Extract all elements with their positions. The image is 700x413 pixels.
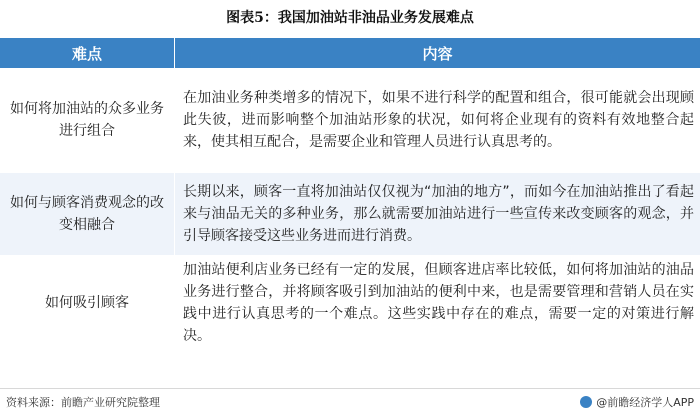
difficulty-cell: 如何吸引顾客 <box>0 256 175 350</box>
header-difficulty: 难点 <box>0 38 175 68</box>
figure-title: 图表5：我国加油站非油品业务发展难点 <box>226 10 474 26</box>
table-row <box>0 68 700 173</box>
content-cell: 长期以来，顾客一直将加油站仅仅视为“加油的地方”，而如今在加油站推出了看起来与油品无关的多种业务，那么就需要加油站进行一些宣传来改变顾客的观念，并引导顾客接受这些业务进而进行消费。 <box>183 184 694 244</box>
source-note: 资料来源：前瞻产业研究院整理 <box>6 396 160 409</box>
brand-credit <box>580 394 694 410</box>
table-header <box>0 38 700 68</box>
difficulty-table <box>0 38 700 351</box>
content-cell: 加油站便利店业务已经有一定的发展，但顾客进店率比较低，如何将加油站的油品业务进行整合，并将顾客吸引到加油站的便利中来，也是需要管理和营销人员在实践中进行认真思考的一个难点。这些实践中存在的难点，需要一定的对策进行解决。 <box>183 262 694 344</box>
difficulty-cell: 如何与顾客消费观念的改变相融合 <box>0 173 175 255</box>
footer <box>0 388 700 413</box>
table-row <box>0 173 700 256</box>
table-row <box>0 256 700 351</box>
content-cell: 在加油业务种类增多的情况下，如果不进行科学的配置和组合，很可能就会出现顾此失彼，进而影响整个加油站形象的状况，如何将企业现有的资料有效地整合起来，使其相互配合，是需要企业和管理人员进行认真思考的。 <box>183 90 694 150</box>
difficulty-cell: 如何将加油站的众多业务进行组合 <box>0 68 175 172</box>
header-content: 内容 <box>422 44 453 63</box>
brand-label: @前瞻经济学人APP <box>596 396 694 409</box>
brand-logo-icon <box>580 396 592 408</box>
